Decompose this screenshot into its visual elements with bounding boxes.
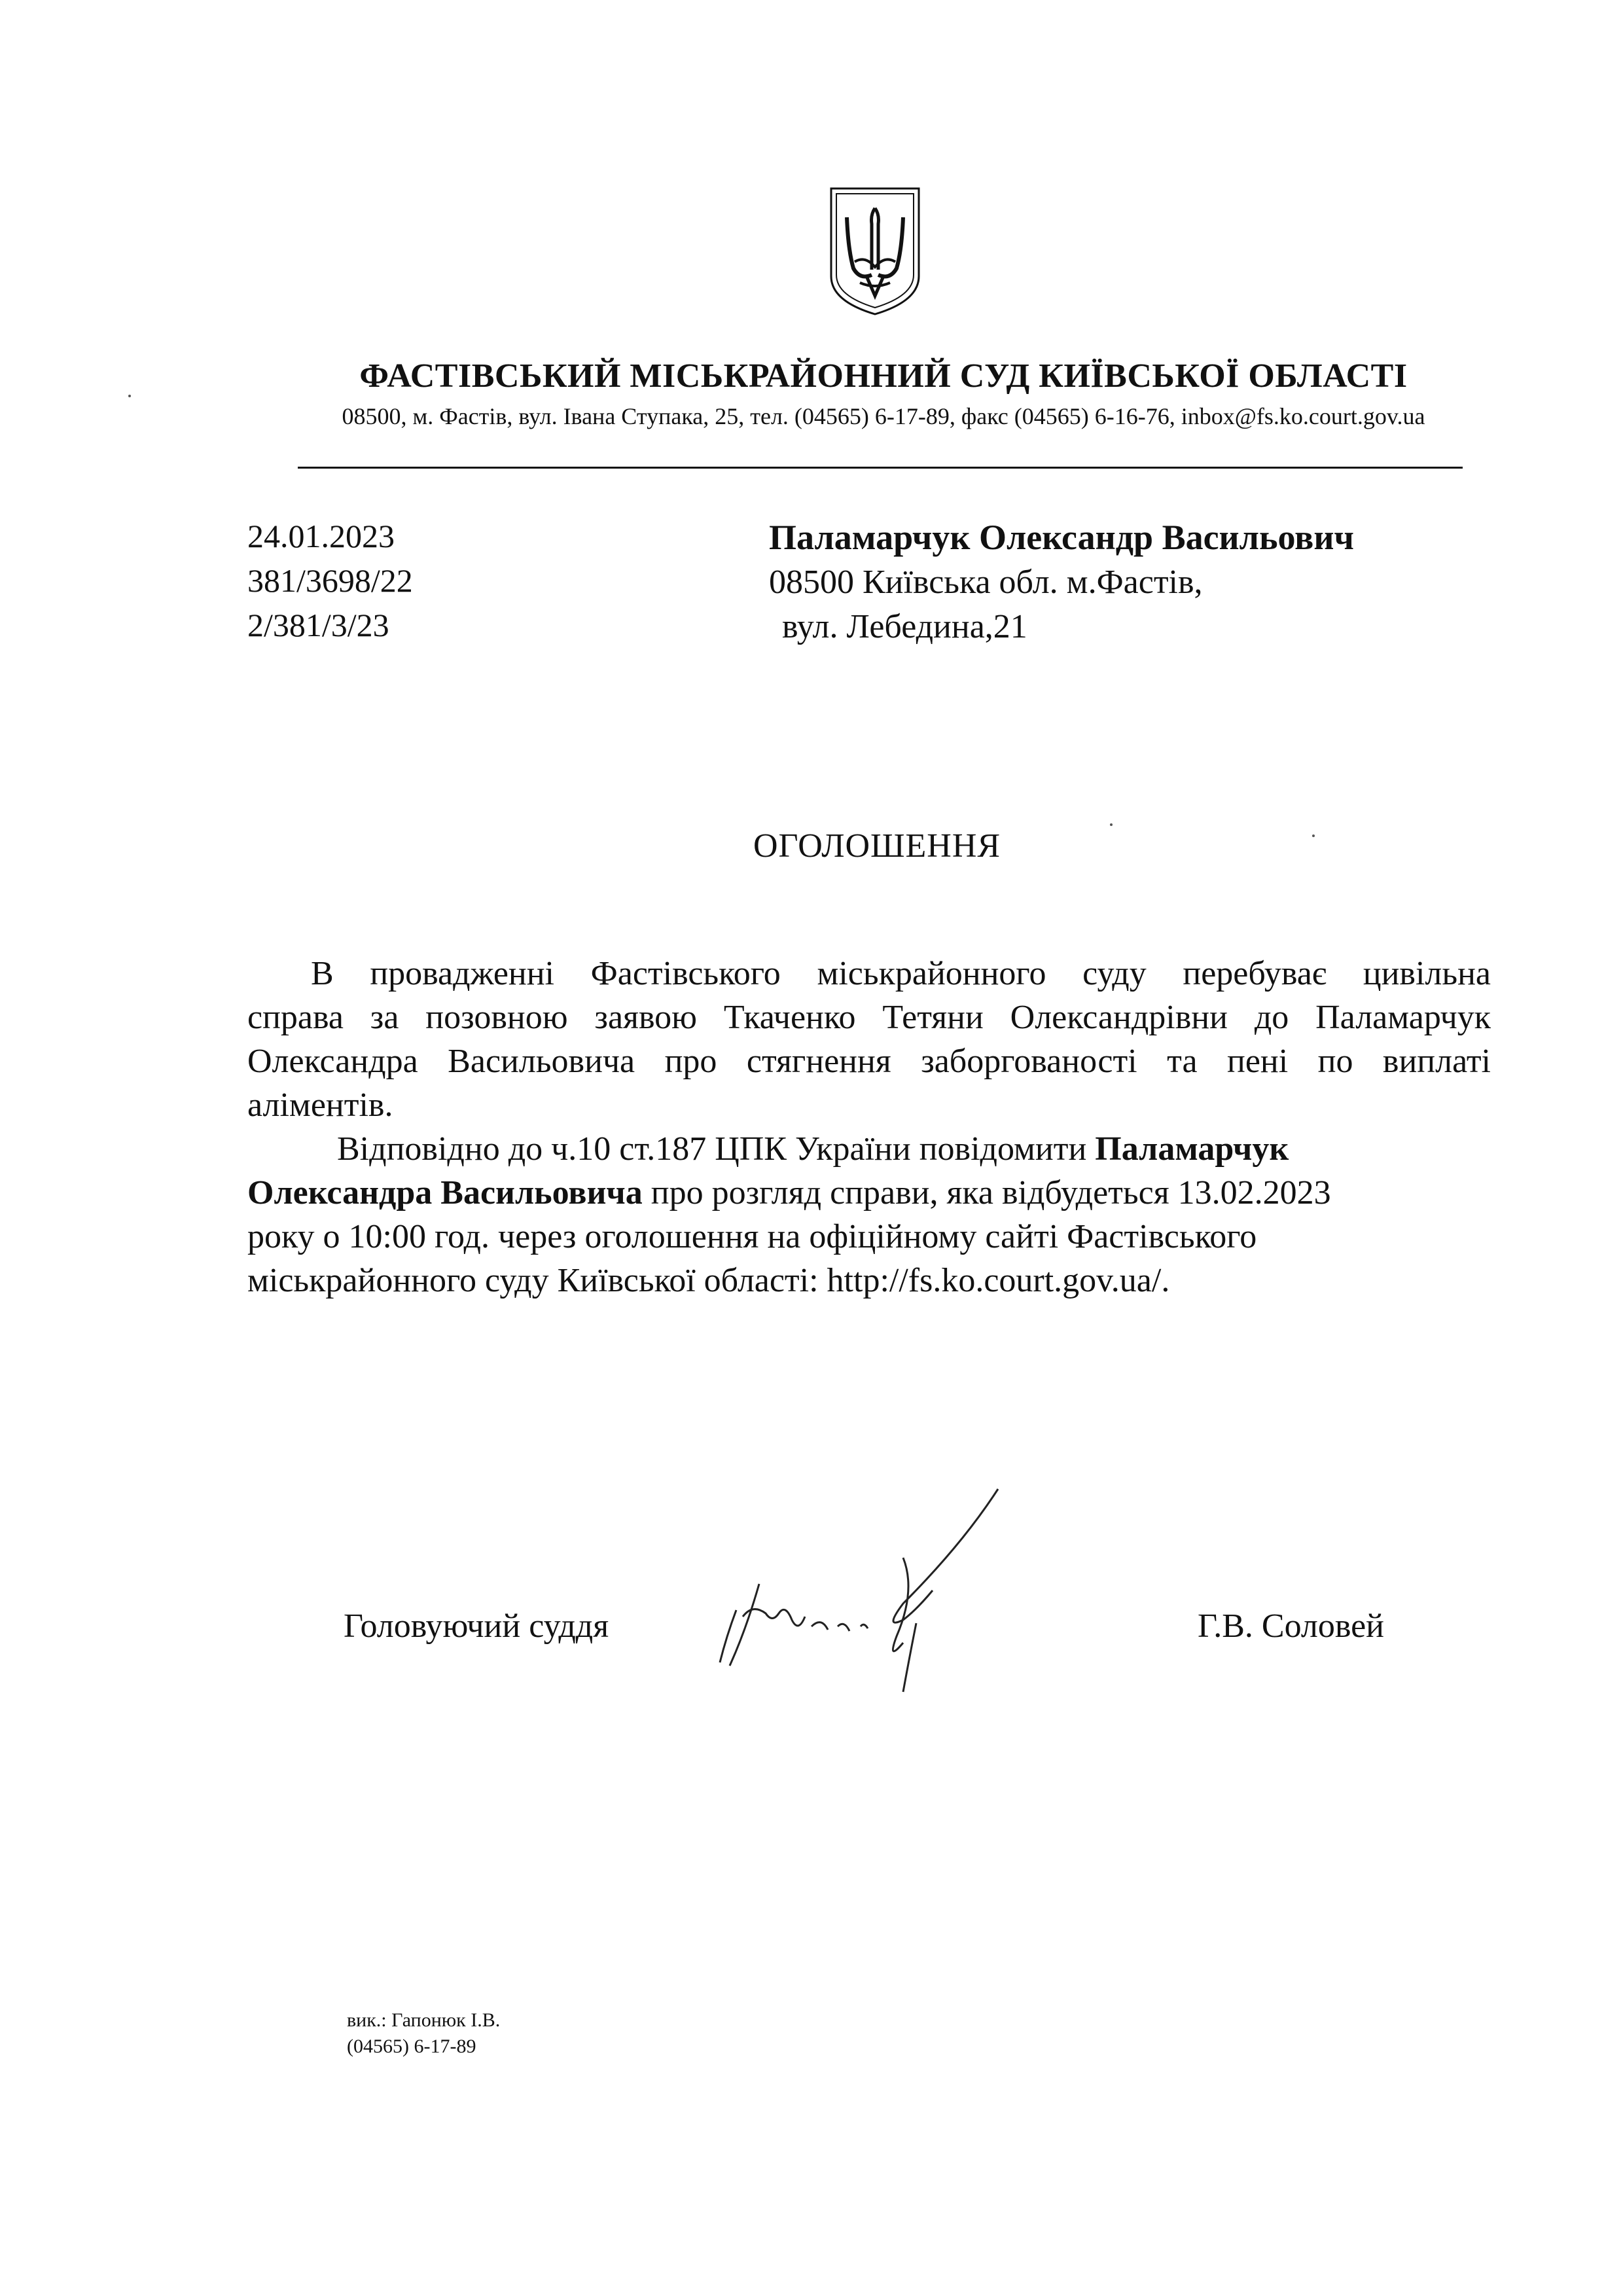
signatory-role: Головуючий суддя: [344, 1607, 609, 1645]
executor-phone: (04565) 6-17-89: [347, 2036, 476, 2057]
notice-paragraph-1-line: Олександра Васильовича про стягнення заборгованості та пені по виплаті: [247, 1043, 1491, 1080]
proceeding-number: 2/381/3/23: [247, 607, 389, 643]
document-date: 24.01.2023: [247, 518, 395, 554]
notice-paragraph-2-line: [337, 1130, 1491, 1168]
ukraine-trident-emblem-icon: [826, 185, 924, 317]
notice-title: ОГОЛОШЕННЯ: [753, 827, 1001, 865]
notice-paragraph-2-line: року о 10:00 год. через оголошення на офіційному сайті Фастівського: [247, 1218, 1257, 1255]
header-divider: [298, 467, 1463, 469]
notice-paragraph-1-line: справа за позовною заявою Ткаченко Тетяни Олександрівни до Паламарчук: [247, 999, 1491, 1036]
executor-name: вик.: Гапонюк І.В.: [347, 2009, 501, 2031]
judge-name: Г.В. Соловей: [1198, 1607, 1384, 1645]
scan-speck: [1110, 823, 1113, 826]
case-number: 381/3698/22: [247, 562, 413, 599]
addressee-name: Паламарчук Олександр Васильович: [769, 518, 1354, 557]
notice-paragraph-2-line: [247, 1174, 1491, 1212]
notice-paragraph-1-line: В провадженні Фастівського міськрайонного суду перебуває цивільна: [311, 955, 1491, 992]
notice-paragraph-1-line: аліментів.: [247, 1086, 393, 1124]
handwritten-signature: [707, 1486, 1021, 1702]
notice-paragraph-2-line: міськрайонного суду Київської області: http://fs.ko.court.gov.ua/.: [247, 1262, 1170, 1299]
court-address: 08500, м. Фастів, вул. Івана Ступака, 25, тел. (04565) 6-17-89, факс (04565) 6-16-76, inbox@fs.ko.court.gov.ua: [342, 403, 1425, 429]
defendant-surname: Паламарчук: [1095, 1130, 1289, 1168]
defendant-name: Олександра Васильовича: [247, 1174, 643, 1211]
court-name: ФАСТІВСЬКИЙ МІСЬКРАЙОННИЙ СУД КИЇВСЬКОЇ ОБЛАСТІ: [359, 357, 1408, 395]
addressee-address-line1: 08500 Київська обл. м.Фастів,: [769, 564, 1203, 601]
notice-text: про розгляд справи, яка відбудеться 13.02.2023: [642, 1174, 1331, 1211]
notice-text: Відповідно до ч.10 ст.187 ЦПК України повідомити: [337, 1130, 1096, 1168]
addressee-address-line2: вул. Лебедина,21: [782, 608, 1027, 645]
scan-speck: [1312, 834, 1315, 837]
scan-speck: [128, 395, 131, 397]
